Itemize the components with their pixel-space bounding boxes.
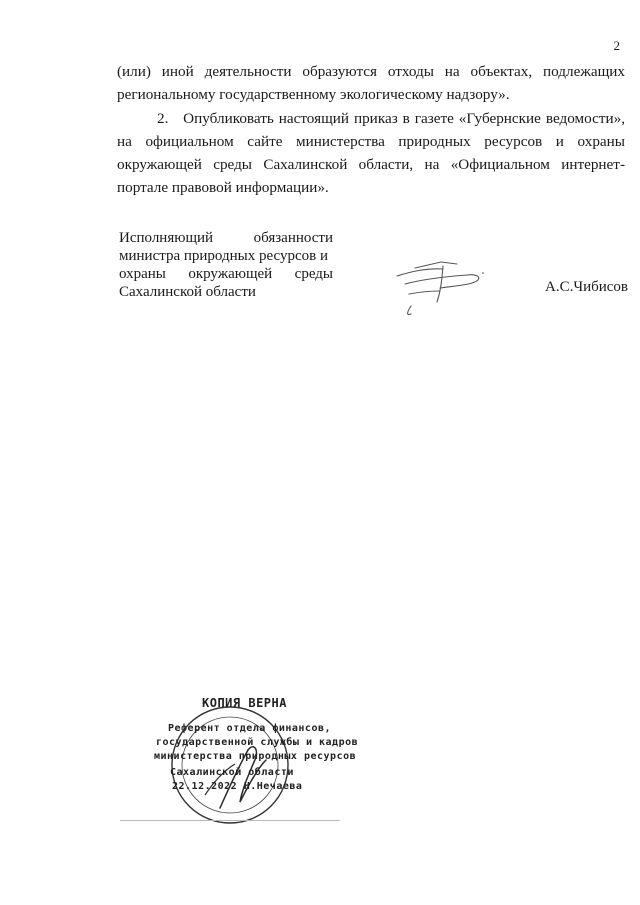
divider bbox=[120, 820, 340, 821]
signatory-line-1 bbox=[119, 229, 333, 247]
signatory-line-3 bbox=[119, 265, 333, 283]
signatory-block bbox=[119, 229, 333, 301]
page-number: 2 bbox=[613, 38, 620, 53]
signatory-word: охраны bbox=[119, 266, 166, 282]
signatory-word: среды bbox=[294, 266, 333, 282]
signatory-word: окружающей bbox=[188, 266, 273, 282]
stamp-line: Сахалинской области bbox=[170, 767, 294, 778]
certification-stamp bbox=[150, 690, 359, 840]
body-paragraph-2: 2. Опубликовать настоящий приказ в газете «Губернские ведомости», на официальном сайте министерства природных ресурсов и охраны окружающей среды Сахалинской области, на «Официальном интернет-портале правовой информации». bbox=[117, 110, 625, 196]
stamp-line: Референт отдела финансов, bbox=[168, 723, 332, 734]
handwritten-signature-icon bbox=[385, 258, 495, 320]
stamp-line: государственной службы и кадров bbox=[156, 737, 359, 748]
stamp-line: КОПИЯ ВЕРНА bbox=[202, 696, 287, 710]
signatory-line-2: министра природных ресурсов и bbox=[119, 248, 328, 264]
stamp-line: министерства природных ресурсов bbox=[154, 751, 357, 762]
signer-name: А.С.Чибисов bbox=[545, 279, 629, 295]
stamp-line: 22.12.2022 Н.Нечаева bbox=[172, 781, 303, 792]
body-paragraph-1: (или) иной деятельности образуются отходы на объектах, подлежащих региональному государственному экологическому надзору». bbox=[117, 63, 625, 103]
signatory-word: обязанности bbox=[253, 230, 333, 246]
signatory-line-4: Сахалинской области bbox=[119, 284, 256, 300]
round-seal-icon bbox=[150, 690, 350, 840]
signatory-word: Исполняющий bbox=[119, 230, 214, 246]
